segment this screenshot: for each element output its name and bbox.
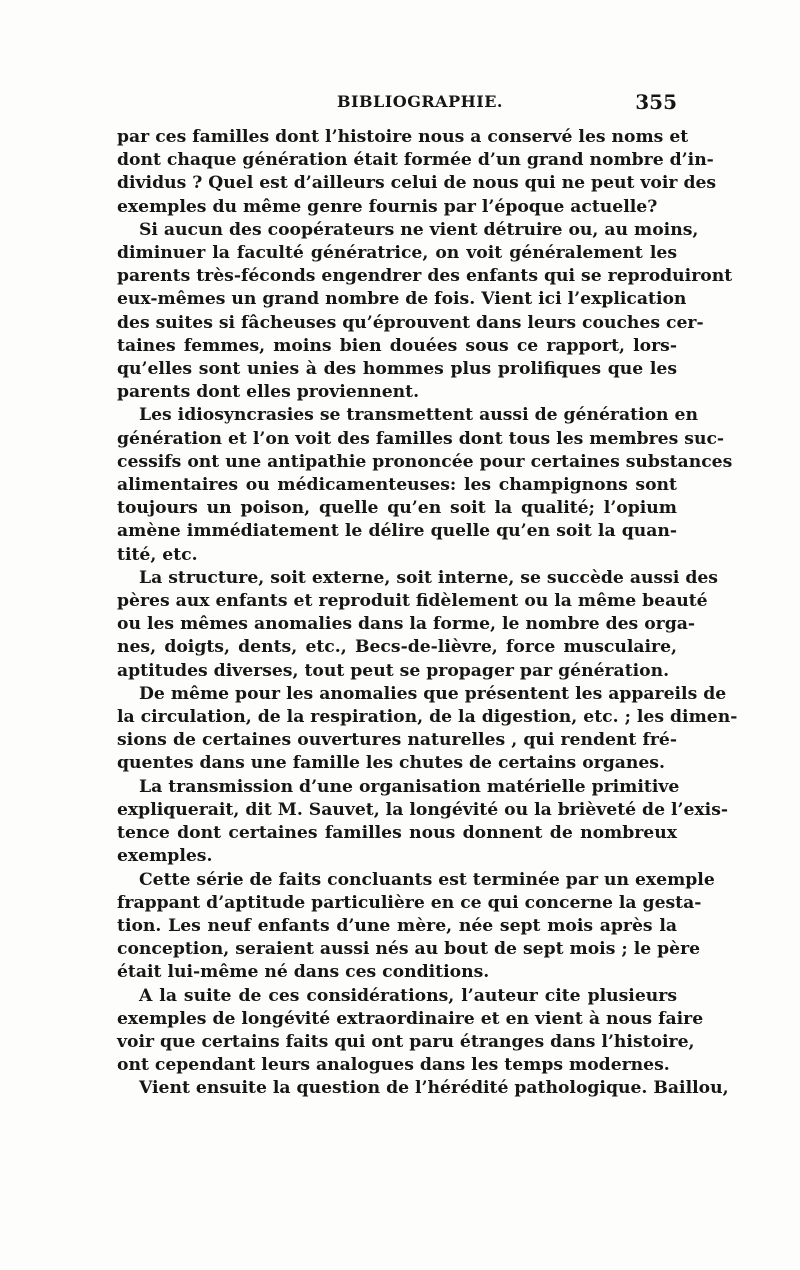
- text-line: exemples de longévité extraordinaire et en vient à nous faire: [117, 1008, 704, 1029]
- text-line: conception, seraient aussi nés au bout de sept mois ; le père: [117, 939, 701, 960]
- text-line: taines femmes, moins bien douées sous ce rapport, lors-: [117, 335, 677, 356]
- text-line: parents très-féconds engendrer des enfants qui se reproduiront: [117, 266, 733, 287]
- text-line: qu’elles sont unies à des hommes plus prolifiques que les: [117, 359, 677, 380]
- paragraph: [117, 219, 733, 405]
- text-line: dividus ? Quel est d’ailleurs celui de nous qui ne peut voir des: [117, 173, 717, 194]
- text-line: amène immédiatement le délire quelle qu’en soit la quan-: [117, 521, 677, 542]
- paragraph: [117, 869, 715, 985]
- text-line: quentes dans une famille les chutes de certains organes.: [117, 753, 665, 774]
- body-text: [117, 126, 738, 1101]
- text-line: eux-mêmes un grand nombre de fois. Vient ici l’explication: [117, 289, 687, 310]
- paragraph: [117, 404, 733, 566]
- text-line: voir que certains faits qui ont paru étranges dans l’histoire,: [117, 1031, 695, 1052]
- text-line: tité, etc.: [117, 544, 198, 565]
- paragraph: [117, 776, 729, 869]
- page-number: 355: [635, 90, 677, 114]
- text-line: Si aucun des coopérateurs ne vient détruire ou, au moins,: [139, 219, 699, 240]
- paragraph: [117, 683, 738, 776]
- text-line: était lui-même né dans ces conditions.: [117, 962, 490, 983]
- paragraph: [117, 126, 717, 219]
- text-line: sions de certaines ouvertures naturelles , qui rendent fré-: [117, 730, 677, 751]
- text-line: tence dont certaines familles nous donnent de nombreux: [117, 823, 677, 844]
- text-line: pères aux enfants et reproduit fidèlement ou la même beauté: [117, 591, 708, 612]
- text-line: la circulation, de la respiration, de la digestion, etc. ; les dimen-: [117, 707, 738, 728]
- text-line: dont chaque génération était formée d’un grand nombre d’in-: [117, 150, 714, 171]
- text-line: diminuer la faculté génératrice, on voit généralement les: [117, 243, 677, 264]
- text-line: A la suite de ces considérations, l’auteur cite plusieurs: [139, 985, 677, 1006]
- text-line: cessifs ont une antipathie prononcée pour certaines substances: [117, 451, 733, 472]
- text-line: expliquerait, dit M. Sauvet, la longévité ou la brièveté de l’exis-: [117, 799, 729, 820]
- text-line: La structure, soit externe, soit interne, se succède aussi des: [139, 567, 718, 588]
- paragraph: [117, 1077, 729, 1100]
- text-line: Vient ensuite la question de l’hérédité pathologique. Baillou,: [139, 1078, 729, 1099]
- text-line: toujours un poison, quelle qu’en soit la qualité; l’opium: [117, 498, 677, 519]
- text-line: De même pour les anomalies que présentent les appareils de: [139, 683, 727, 704]
- text-line: alimentaires ou médicamenteuses: les champignons sont: [117, 475, 677, 496]
- text-line: La transmission d’une organisation matérielle primitive: [139, 776, 680, 797]
- text-line: Cette série de faits concluants est terminée par un exemple: [139, 869, 715, 890]
- text-line: parents dont elles proviennent.: [117, 382, 420, 403]
- text-line: par ces familles dont l’histoire nous a conservé les noms et: [117, 127, 689, 147]
- text-line: aptitudes diverses, tout peut se propager par génération.: [117, 660, 670, 681]
- text-line: ont cependant leurs analogues dans les temps modernes.: [117, 1055, 670, 1076]
- paragraph: [117, 985, 704, 1078]
- text-line: nes, doigts, dents, etc., Becs-de-lièvre, force musculaire,: [117, 637, 677, 658]
- paragraph: [117, 567, 718, 683]
- text-line: génération et l’on voit des familles dont tous les membres suc-: [117, 428, 725, 449]
- running-title: BIBLIOGRAPHIE.: [337, 92, 503, 111]
- text-line: des suites si fâcheuses qu’éprouvent dans leurs couches cer-: [117, 312, 704, 333]
- text-line: exemples.: [117, 846, 213, 867]
- text-line: ou les mêmes anomalies dans la forme, le nombre des orga-: [117, 614, 696, 635]
- text-line: frappant d’aptitude particulière en ce qui concerne la gesta-: [117, 892, 702, 913]
- text-line: tion. Les neuf enfants d’une mère, née sept mois après la: [117, 915, 677, 936]
- text-line: Les idiosyncrasies se transmettent aussi de génération en: [139, 405, 698, 426]
- running-header: [117, 92, 677, 118]
- text-line: exemples du même genre fournis par l’époque actuelle?: [117, 196, 658, 217]
